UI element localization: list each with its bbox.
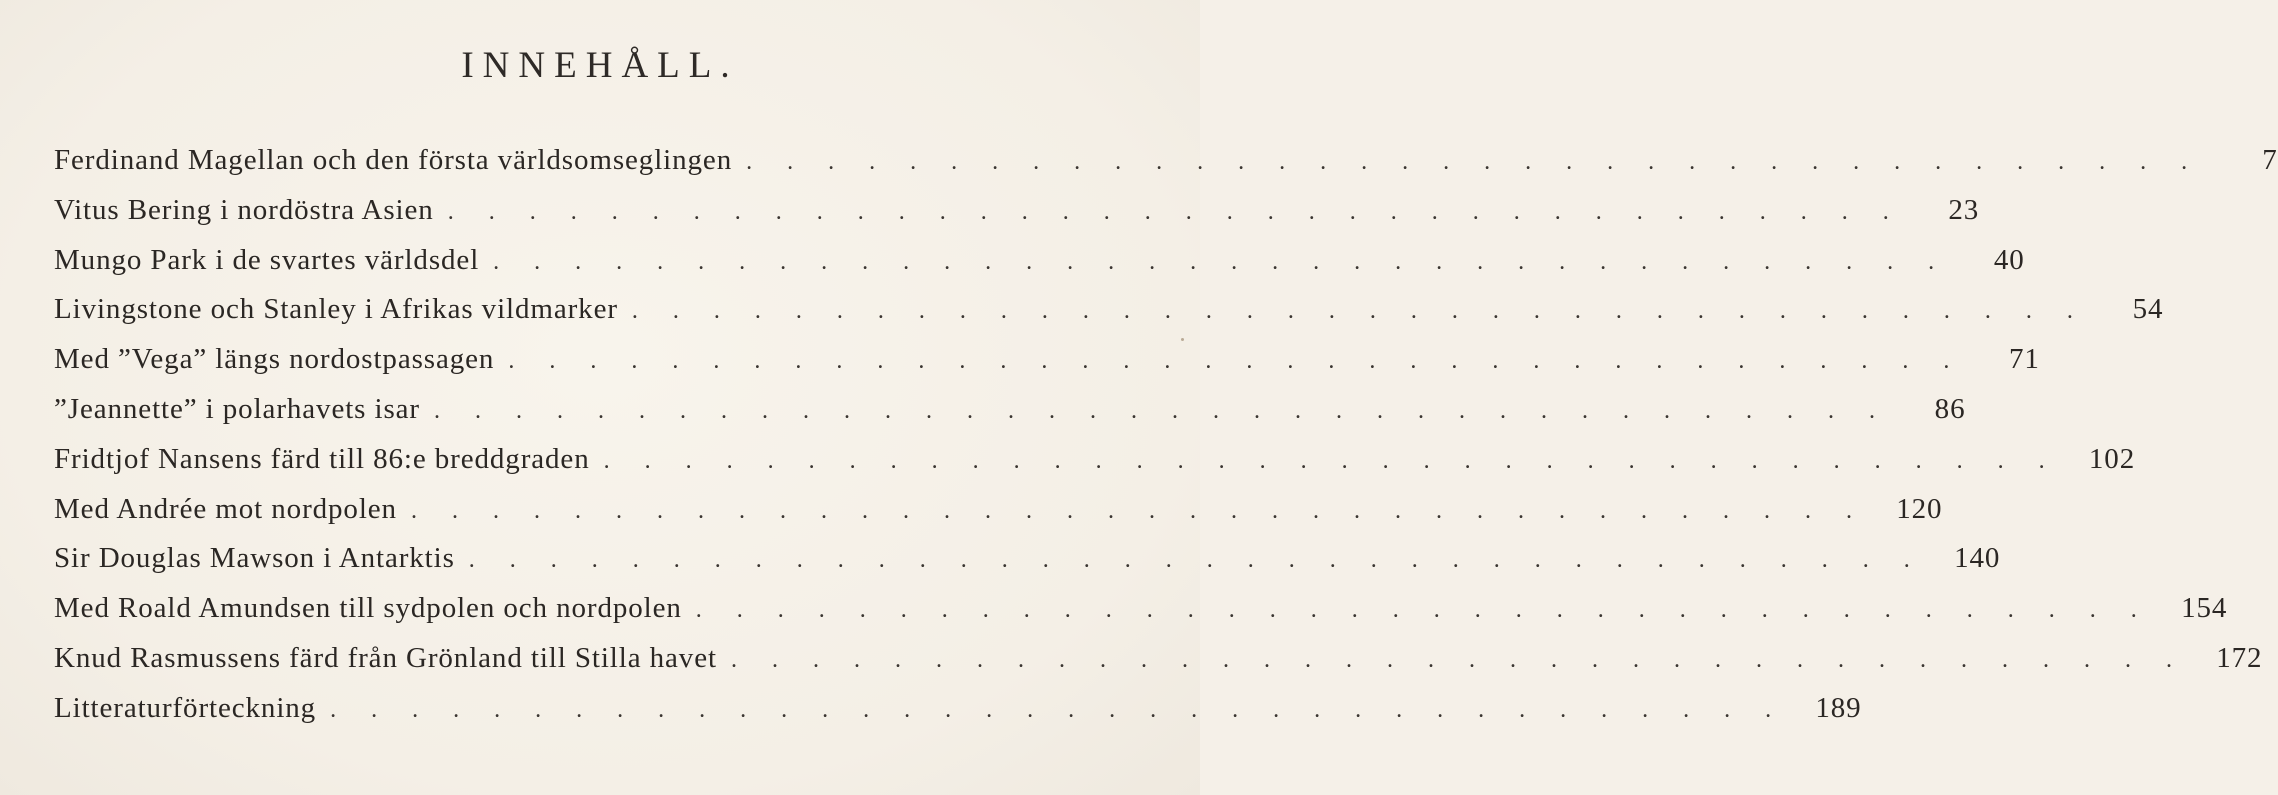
toc-leader-dots: . . . . . . . . . . . . . . . . . . . . . . . . . . . . . . . . . . . . — [695, 597, 2152, 624]
toc-entry-page: 7 — [2262, 144, 2278, 176]
paper-speck — [1181, 338, 1184, 341]
toc-entry-title: Sir Douglas Mawson i Antarktis — [54, 542, 455, 575]
toc-entry-title: Fridtjof Nansens färd till 86:e breddgraden — [54, 442, 590, 475]
toc-leader-dots: . . . . . . . . . . . . . . . . . . . . . . . . . . . . . . . . . . . . — [746, 149, 2202, 175]
page-heading: INNEHÅLL. — [461, 45, 739, 86]
toc-entry-title: Med Andrée mot nordpolen — [54, 492, 397, 525]
toc-entry — [54, 293, 2164, 343]
toc-entry — [54, 492, 1943, 543]
toc-leader-dots: . . . . . . . . . . . . . . . . . . . . . . . . . . . . . . . . . . . . — [433, 397, 1890, 424]
toc-entry-page: 23 — [1948, 193, 1980, 226]
toc-entry-title: Knud Rasmussens färd från Grönland till Stilla havet — [54, 641, 717, 674]
toc-entry-title: Ferdinand Magellan och den första världsomseglingen — [54, 144, 733, 176]
toc-entry-page: 120 — [1896, 492, 1943, 525]
toc-entry-page: 154 — [2181, 592, 2228, 625]
toc-entry-page: 102 — [2088, 442, 2136, 475]
toc-entry-title: Med Roald Amundsen till sydpolen och nordpolen — [54, 592, 682, 625]
toc-entry — [54, 392, 1966, 443]
toc-entry — [54, 592, 2228, 642]
toc-entry-title: Vitus Bering i nordöstra Asien — [54, 193, 434, 226]
toc-leader-dots: . . . . . . . . . . . . . . . . . . . . . . . . . . . . . . . . . . . . — [410, 497, 1867, 524]
toc-leader-dots: . . . . . . . . . . . . . . . . . . . . . . . . . . . . . . . . . . . . — [730, 646, 2187, 673]
toc-entry-title: Mungo Park i de svartes världsdel — [54, 243, 480, 276]
toc-leader-dots: . . . . . . . . . . . . . . . . . . . . . . . . . . . . . . . . . . . . — [447, 198, 1904, 225]
toc-leader-dots: . . . . . . . . . . . . . . . . . . . . . . . . . . . . . . . . . . . . — [468, 547, 1925, 574]
toc-entry-title: Med ”Vega” längs nordostpassagen — [54, 343, 495, 376]
toc-leader-dots: . . . . . . . . . . . . . . . . . . . . . . . . . . . . . . . . . . . . — [603, 447, 2060, 474]
toc-entry — [54, 144, 2278, 194]
toc-entry-title: Litteraturförteckning — [54, 691, 317, 724]
toc-entry-page: 140 — [1954, 542, 2001, 575]
toc-entry — [54, 542, 2001, 592]
toc-entry-page: 86 — [1934, 392, 1966, 425]
table-of-contents — [54, 144, 2278, 742]
toc-entry-title: ”Jeannette” i polarhavets isar — [54, 392, 420, 425]
toc-entry — [54, 343, 2040, 393]
toc-leader-dots: . . . . . . . . . . . . . . . . . . . . . . . . . . . . . . . . . . . . — [330, 696, 1786, 723]
toc-entry — [54, 691, 1862, 742]
toc-entry-page: 40 — [1993, 243, 2025, 276]
toc-entry-title: Livingstone och Stanley i Afrikas vildmarker — [54, 293, 618, 326]
toc-entry — [54, 442, 2136, 493]
toc-entry-page: 172 — [2216, 641, 2263, 674]
toc-leader-dots: . . . . . . . . . . . . . . . . . . . . . . . . . . . . . . . . . . . . — [631, 298, 2088, 325]
toc-entry-page: 54 — [2132, 293, 2164, 326]
toc-entry — [54, 641, 2263, 692]
toc-leader-dots: . . . . . . . . . . . . . . . . . . . . . . . . . . . . . . . . . . . . — [508, 348, 1964, 375]
toc-entry-page: 189 — [1815, 691, 1862, 724]
toc-leader-dots: . . . . . . . . . . . . . . . . . . . . . . . . . . . . . . . . . . . . — [493, 248, 1949, 275]
toc-entry-page: 71 — [2009, 343, 2040, 376]
toc-entry — [54, 243, 2025, 294]
toc-entry — [54, 193, 1980, 244]
